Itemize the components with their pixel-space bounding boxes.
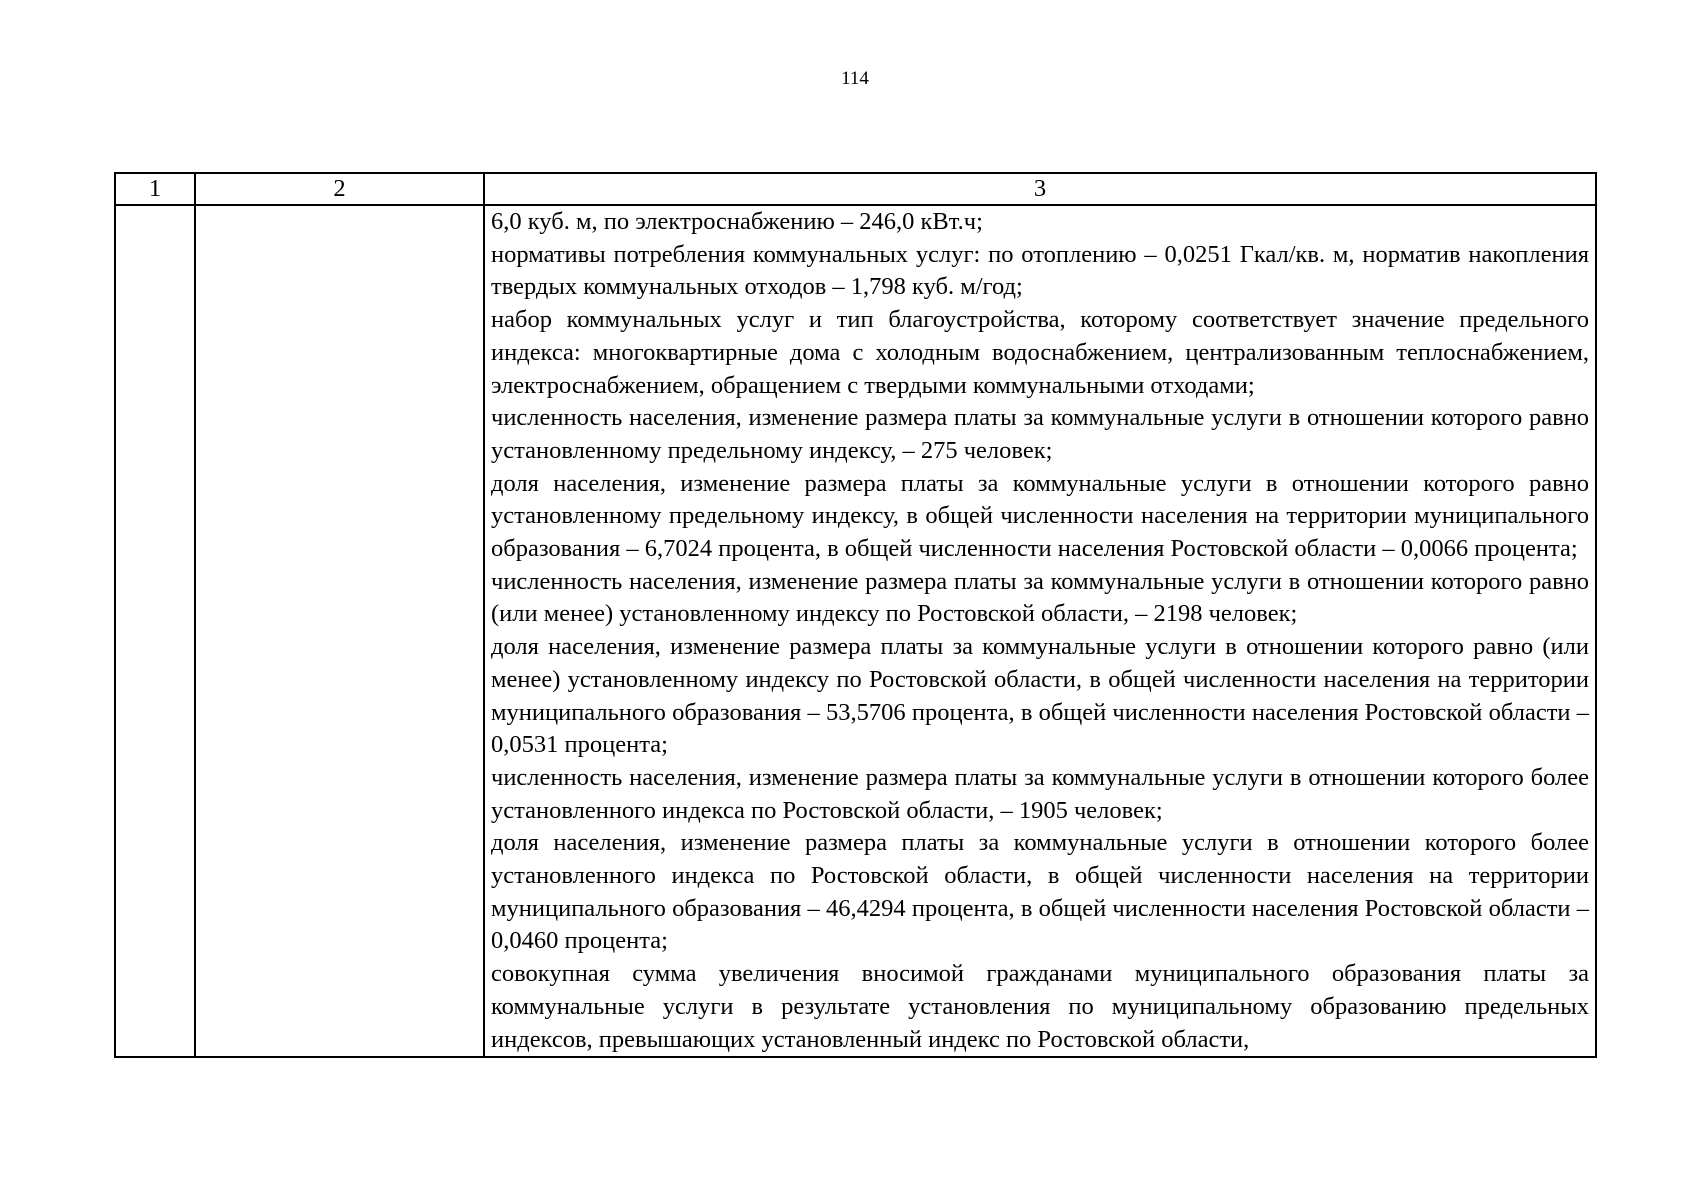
header-col-3: 3 [484,173,1596,205]
table-row [115,205,1596,1057]
paragraph: численность населения, изменение размера платы за коммунальные услуги в отношении которого более установленного индекса по Ростовской области, – 1905 человек; [491,763,1589,824]
paragraph: численность населения, изменение размера платы за коммунальные услуги в отношении которого равно (или менее) установленному индексу по Ростовской области, – 2198 человек; [491,567,1589,628]
table-header-row [115,173,1596,205]
paragraph: доля населения, изменение размера платы за коммунальные услуги в отношении которого равно (или менее) установленному индексу по Ростовской области, в общей численности населения на территории муниципального образования – 53,5706 процента, в общей численности населения Ростовской области – 0,0531 процента; [491,633,1589,759]
row-cell-col-1 [115,205,195,1057]
row-cell-col-2 [195,205,484,1057]
row-cell-col-3 [484,205,1596,1057]
paragraph: доля населения, изменение размера платы за коммунальные услуги в отношении которого более установленного индекса по Ростовской области, в общей численности населения на территории муниципального образования – 46,4294 процента, в общей численности населения Ростовской области – 0,0460 процента; [491,829,1589,955]
paragraph: нормативы потребления коммунальных услуг: по отоплению – 0,0251 Гкал/кв. м, норматив накопления твердых коммунальных отходов – 1,798 куб. м/год; [491,240,1589,301]
paragraph: совокупная сумма увеличения вносимой гражданами муниципального образования платы за коммунальные услуги в результате установления по муниципальному образованию предельных индексов, превышающих установленный индекс по Ростовской области, [491,960,1589,1053]
header-col-1: 1 [115,173,195,205]
paragraph: доля населения, изменение размера платы за коммунальные услуги в отношении которого равно установленному предельному индексу, в общей численности населения на территории муниципального образования – 6,7024 процента, в общей численности населения Ростовской области – 0,0066 процента; [491,469,1589,563]
paragraph: 6,0 куб. м, по электроснабжению – 246,0 кВт.ч; [491,208,983,235]
data-table [114,172,1597,1058]
page-number: 114 [841,68,869,89]
header-col-2: 2 [195,173,484,205]
paragraph: набор коммунальных услуг и тип благоустройства, которому соответствует значение предельного индекса: многоквартирные дома с холодным водоснабжением, централизованным теплоснабжением, электроснабжением, обращением с твердыми коммунальными отходами; [491,306,1589,399]
paragraph: численность населения, изменение размера платы за коммунальные услуги в отношении которого равно установленному предельному индексу, – 275 человек; [491,404,1589,464]
